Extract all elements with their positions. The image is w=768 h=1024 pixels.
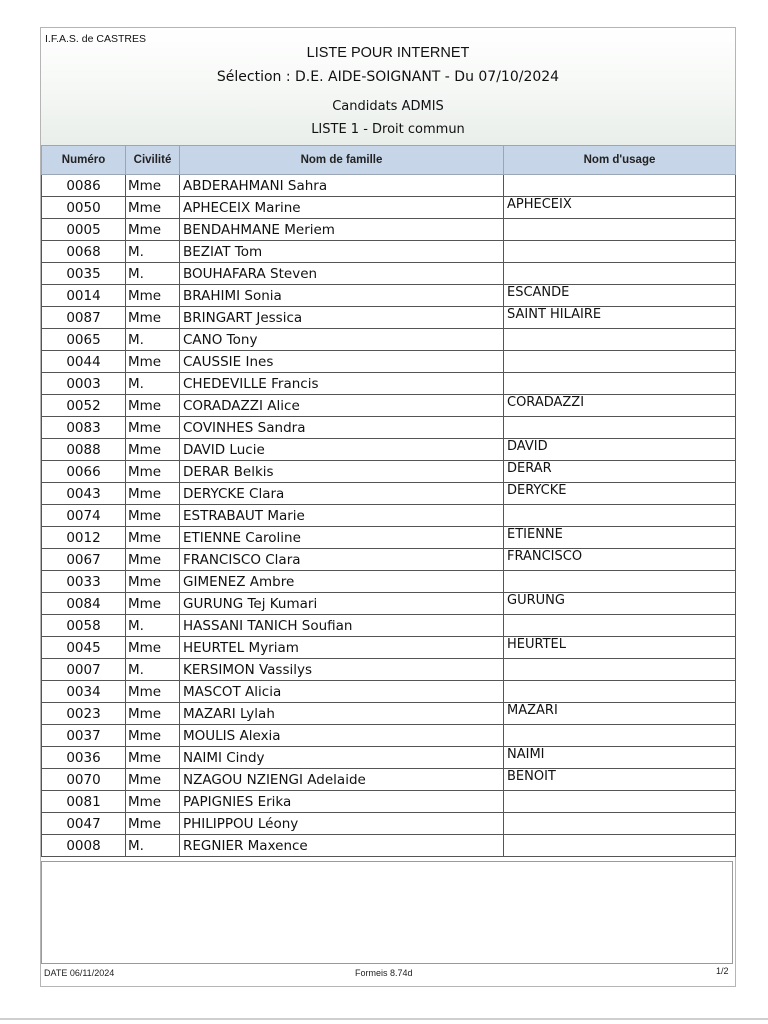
- cell-civilite: Mme: [126, 395, 180, 417]
- cell-civilite: Mme: [126, 483, 180, 505]
- cell-nom-usage: ESCANDE: [504, 285, 736, 307]
- cell-civilite: Mme: [126, 549, 180, 571]
- cell-nom-de-famille: MASCOT Alicia: [180, 681, 504, 703]
- cell-numero: 0014: [42, 285, 126, 307]
- cell-nom-de-famille: DAVID Lucie: [180, 439, 504, 461]
- cell-nom-de-famille: FRANCISCO Clara: [180, 549, 504, 571]
- cell-nom-de-famille: NZAGOU NZIENGI Adelaide: [180, 769, 504, 791]
- cell-numero: 0086: [42, 175, 126, 197]
- table-row: [42, 505, 736, 527]
- cell-numero: 0012: [42, 527, 126, 549]
- cell-nom-usage: [504, 263, 736, 285]
- cell-numero: 0087: [42, 307, 126, 329]
- cell-nom-de-famille: BENDAHMANE Meriem: [180, 219, 504, 241]
- cell-numero: 0088: [42, 439, 126, 461]
- cell-nom-de-famille: CHEDEVILLE Francis: [180, 373, 504, 395]
- cell-nom-usage: MAZARI: [504, 703, 736, 725]
- cell-nom-usage: [504, 351, 736, 373]
- cell-civilite: M.: [126, 615, 180, 637]
- cell-nom-de-famille: BRINGART Jessica: [180, 307, 504, 329]
- table-row: [42, 439, 736, 461]
- cell-nom-de-famille: MAZARI Lylah: [180, 703, 504, 725]
- table-row: [42, 417, 736, 439]
- cell-nom-de-famille: BEZIAT Tom: [180, 241, 504, 263]
- cell-numero: 0052: [42, 395, 126, 417]
- cell-nom-usage: ETIENNE: [504, 527, 736, 549]
- cell-civilite: Mme: [126, 571, 180, 593]
- cell-nom-usage: [504, 219, 736, 241]
- column-header-numero: Numéro: [42, 146, 126, 175]
- cell-numero: 0068: [42, 241, 126, 263]
- cell-nom-de-famille: CORADAZZI Alice: [180, 395, 504, 417]
- cell-numero: 0050: [42, 197, 126, 219]
- cell-nom-de-famille: APHECEIX Marine: [180, 197, 504, 219]
- cell-nom-usage: [504, 615, 736, 637]
- cell-numero: 0058: [42, 615, 126, 637]
- cell-nom-de-famille: GURUNG Tej Kumari: [180, 593, 504, 615]
- cell-numero: 0083: [42, 417, 126, 439]
- cell-civilite: Mme: [126, 593, 180, 615]
- cell-nom-usage: [504, 725, 736, 747]
- cell-civilite: Mme: [126, 351, 180, 373]
- cell-nom-de-famille: PAPIGNIES Erika: [180, 791, 504, 813]
- cell-nom-usage: [504, 835, 736, 857]
- table-row: [42, 219, 736, 241]
- cell-numero: 0044: [42, 351, 126, 373]
- cell-numero: 0007: [42, 659, 126, 681]
- table-row: [42, 791, 736, 813]
- cell-nom-usage: [504, 571, 736, 593]
- table-row: [42, 197, 736, 219]
- table-row: [42, 593, 736, 615]
- cell-civilite: Mme: [126, 747, 180, 769]
- cell-numero: 0034: [42, 681, 126, 703]
- cell-nom-de-famille: ESTRABAUT Marie: [180, 505, 504, 527]
- cell-numero: 0043: [42, 483, 126, 505]
- cell-numero: 0023: [42, 703, 126, 725]
- cell-civilite: Mme: [126, 527, 180, 549]
- cell-numero: 0037: [42, 725, 126, 747]
- table-row: [42, 285, 736, 307]
- cell-nom-de-famille: BOUHAFARA Steven: [180, 263, 504, 285]
- cell-nom-usage: [504, 791, 736, 813]
- footer-software: Formeis 8.74d: [355, 968, 413, 978]
- footer-page-number: 1/2: [716, 966, 729, 976]
- cell-nom-usage: SAINT HILAIRE: [504, 307, 736, 329]
- cell-nom-de-famille: COVINHES Sandra: [180, 417, 504, 439]
- cell-nom-usage: [504, 505, 736, 527]
- cell-nom-de-famille: ETIENNE Caroline: [180, 527, 504, 549]
- cell-nom-de-famille: MOULIS Alexia: [180, 725, 504, 747]
- cell-civilite: Mme: [126, 285, 180, 307]
- cell-numero: 0036: [42, 747, 126, 769]
- table-row: [42, 769, 736, 791]
- cell-nom-de-famille: CANO Tony: [180, 329, 504, 351]
- cell-nom-de-famille: PHILIPPOU Léony: [180, 813, 504, 835]
- cell-civilite: M.: [126, 659, 180, 681]
- cell-numero: 0005: [42, 219, 126, 241]
- cell-numero: 0045: [42, 637, 126, 659]
- table-row: [42, 175, 736, 197]
- cell-numero: 0067: [42, 549, 126, 571]
- table-row: [42, 263, 736, 285]
- cell-nom-de-famille: DERYCKE Clara: [180, 483, 504, 505]
- comments-box: [41, 861, 733, 964]
- cell-nom-usage: BENOIT: [504, 769, 736, 791]
- list-name: LISTE 1 - Droit commun: [311, 122, 465, 137]
- cell-numero: 0081: [42, 791, 126, 813]
- cell-nom-usage: [504, 681, 736, 703]
- cell-civilite: Mme: [126, 637, 180, 659]
- cell-civilite: Mme: [126, 219, 180, 241]
- cell-nom-usage: [504, 417, 736, 439]
- cell-nom-usage: [504, 373, 736, 395]
- column-header-civilite: Civilité: [126, 146, 180, 175]
- table-row: [42, 835, 736, 857]
- cell-civilite: M.: [126, 373, 180, 395]
- table-row: [42, 615, 736, 637]
- cell-nom-usage: [504, 175, 736, 197]
- table-row: [42, 351, 736, 373]
- cell-numero: 0066: [42, 461, 126, 483]
- organization-name: I.F.A.S. de CASTRES: [45, 33, 146, 45]
- cell-civilite: Mme: [126, 505, 180, 527]
- table-row: [42, 483, 736, 505]
- cell-nom-de-famille: CAUSSIE Ines: [180, 351, 504, 373]
- cell-numero: 0047: [42, 813, 126, 835]
- table-row: [42, 571, 736, 593]
- table-body: [42, 175, 736, 857]
- cell-nom-usage: DERYCKE: [504, 483, 736, 505]
- candidates-status: Candidats ADMIS: [332, 99, 444, 114]
- cell-nom-usage: GURUNG: [504, 593, 736, 615]
- cell-nom-usage: NAIMI: [504, 747, 736, 769]
- cell-nom-usage: FRANCISCO: [504, 549, 736, 571]
- candidates-table: [41, 145, 736, 857]
- table-row: [42, 307, 736, 329]
- cell-civilite: Mme: [126, 461, 180, 483]
- table-row: [42, 703, 736, 725]
- table-row: [42, 241, 736, 263]
- cell-nom-usage: CORADAZZI: [504, 395, 736, 417]
- cell-numero: 0065: [42, 329, 126, 351]
- cell-civilite: Mme: [126, 703, 180, 725]
- cell-nom-usage: DAVID: [504, 439, 736, 461]
- cell-numero: 0074: [42, 505, 126, 527]
- cell-nom-de-famille: DERAR Belkis: [180, 461, 504, 483]
- table-row: [42, 549, 736, 571]
- cell-nom-usage: [504, 329, 736, 351]
- table-row: [42, 659, 736, 681]
- table-row: [42, 637, 736, 659]
- cell-numero: 0084: [42, 593, 126, 615]
- cell-nom-usage: [504, 813, 736, 835]
- cell-civilite: Mme: [126, 769, 180, 791]
- footer-date: DATE 06/11/2024: [44, 968, 115, 978]
- cell-nom-usage: DERAR: [504, 461, 736, 483]
- cell-civilite: M.: [126, 329, 180, 351]
- cell-numero: 0003: [42, 373, 126, 395]
- cell-numero: 0033: [42, 571, 126, 593]
- table-row: [42, 681, 736, 703]
- table-row: [42, 329, 736, 351]
- table-row: [42, 461, 736, 483]
- cell-civilite: Mme: [126, 197, 180, 219]
- table-row: [42, 747, 736, 769]
- cell-civilite: M.: [126, 241, 180, 263]
- table-row: [42, 527, 736, 549]
- column-header-nom-usage: Nom d'usage: [504, 146, 736, 175]
- table-row: [42, 395, 736, 417]
- cell-nom-usage: HEURTEL: [504, 637, 736, 659]
- scan-edge: [0, 1018, 768, 1020]
- table-row: [42, 373, 736, 395]
- cell-civilite: Mme: [126, 175, 180, 197]
- table-row: [42, 725, 736, 747]
- cell-nom-de-famille: NAIMI Cindy: [180, 747, 504, 769]
- cell-civilite: Mme: [126, 307, 180, 329]
- cell-nom-de-famille: BRAHIMI Sonia: [180, 285, 504, 307]
- column-header-nom-de-famille: Nom de famille: [180, 146, 504, 175]
- cell-nom-de-famille: GIMENEZ Ambre: [180, 571, 504, 593]
- cell-nom-usage: APHECEIX: [504, 197, 736, 219]
- cell-civilite: Mme: [126, 439, 180, 461]
- cell-civilite: Mme: [126, 813, 180, 835]
- cell-civilite: Mme: [126, 681, 180, 703]
- cell-numero: 0070: [42, 769, 126, 791]
- cell-numero: 0035: [42, 263, 126, 285]
- document-title: LISTE POUR INTERNET: [306, 45, 470, 61]
- cell-civilite: Mme: [126, 417, 180, 439]
- cell-civilite: M.: [126, 835, 180, 857]
- cell-numero: 0008: [42, 835, 126, 857]
- cell-nom-de-famille: REGNIER Maxence: [180, 835, 504, 857]
- table-header-row: [42, 146, 736, 175]
- cell-civilite: Mme: [126, 725, 180, 747]
- cell-nom-de-famille: ABDERAHMANI Sahra: [180, 175, 504, 197]
- table-row: [42, 813, 736, 835]
- cell-civilite: M.: [126, 263, 180, 285]
- cell-nom-de-famille: KERSIMON Vassilys: [180, 659, 504, 681]
- cell-nom-de-famille: HASSANI TANICH Soufian: [180, 615, 504, 637]
- cell-nom-usage: [504, 659, 736, 681]
- selection-line: Sélection : D.E. AIDE-SOIGNANT - Du 07/10/2024: [216, 69, 560, 85]
- cell-nom-usage: [504, 241, 736, 263]
- cell-civilite: Mme: [126, 791, 180, 813]
- cell-nom-de-famille: HEURTEL Myriam: [180, 637, 504, 659]
